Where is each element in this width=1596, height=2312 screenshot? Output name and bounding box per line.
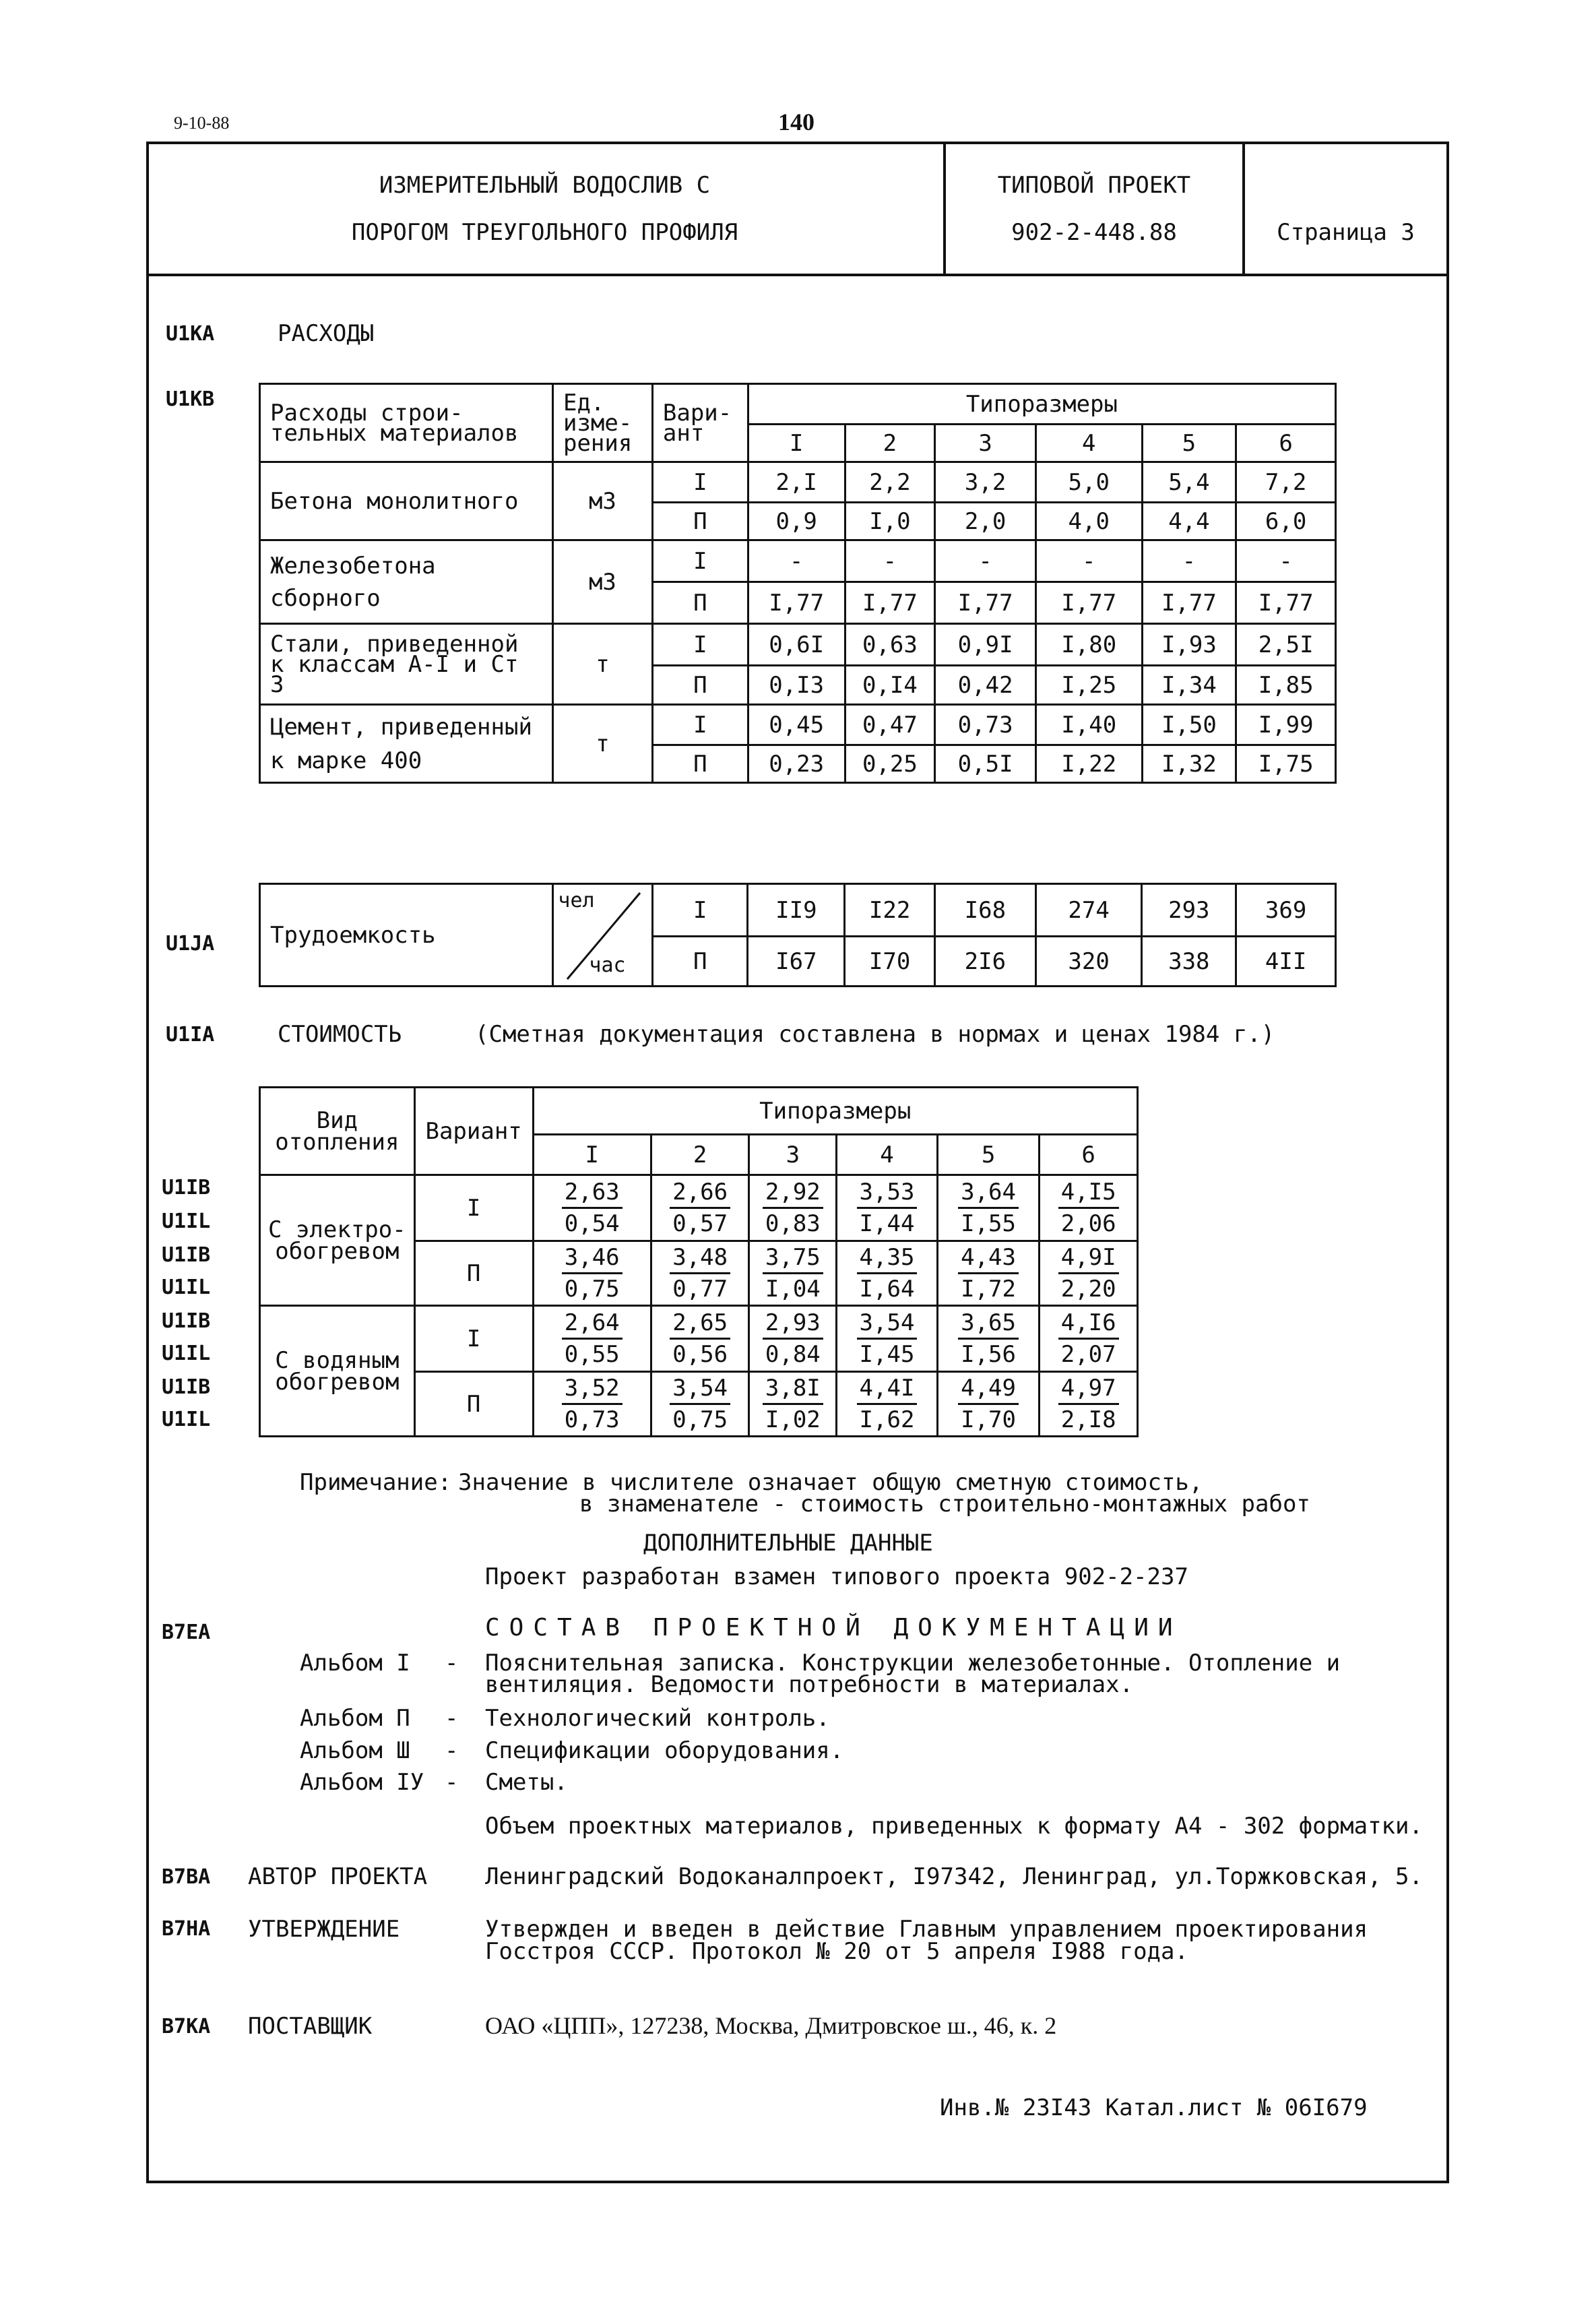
value-cell: 0,6I xyxy=(748,624,845,666)
value-cell: 0,47 xyxy=(845,705,935,745)
denominator: I,44 xyxy=(859,1210,915,1237)
variant-label: П xyxy=(414,1372,533,1437)
value-cell: 338 xyxy=(1142,937,1236,987)
variant-label: I xyxy=(414,1306,533,1372)
album-dash: - xyxy=(445,1737,459,1764)
materials-table xyxy=(259,383,1337,784)
size-col: 4 xyxy=(837,1135,938,1175)
variant-label: П xyxy=(414,1241,533,1306)
composition-title: СОСТАВ ПРОЕКТНОЙ ДОКУМЕНТАЦИИ xyxy=(485,1614,1182,1642)
value-cell: 0,42 xyxy=(935,666,1036,705)
fraction-cell xyxy=(749,1372,837,1437)
code-u1ja: U1JA xyxy=(166,932,215,956)
value-cell: I70 xyxy=(845,937,935,987)
size-col: 3 xyxy=(935,425,1036,462)
note-label: Примечание: xyxy=(300,1469,452,1496)
numerator: 3,54 xyxy=(670,1375,730,1405)
numerator: 3,52 xyxy=(562,1375,623,1405)
header-sizes: Типоразмеры xyxy=(533,1088,1137,1135)
row-code: U1IL xyxy=(162,1276,211,1299)
fraction-cell xyxy=(937,1306,1040,1372)
material-name: Железобетона сборного xyxy=(260,540,553,624)
unit-top: чел xyxy=(558,889,595,912)
value-cell: 0,I3 xyxy=(748,666,845,705)
value-cell: I,40 xyxy=(1035,705,1142,745)
value-cell: I68 xyxy=(935,884,1036,937)
numerator: 3,48 xyxy=(670,1244,730,1274)
value-cell: 2I6 xyxy=(935,937,1036,987)
inventory-line: Инв.№ 23I43 Катал.лист № 06I679 xyxy=(940,2094,1368,2121)
size-col: 3 xyxy=(749,1135,837,1175)
fraction-cell xyxy=(533,1241,651,1306)
value-cell: 0,63 xyxy=(845,624,935,666)
cost-table xyxy=(259,1086,1139,1437)
denominator: I,56 xyxy=(961,1341,1016,1368)
value-cell: 2,0 xyxy=(935,503,1036,540)
denominator: 0,77 xyxy=(672,1276,728,1303)
table-row xyxy=(260,540,1336,582)
header-heating: Вид отопления xyxy=(260,1088,415,1175)
header-unit: Ед. изме- рения xyxy=(552,384,652,462)
fraction-cell xyxy=(1040,1175,1138,1241)
fraction-cell xyxy=(533,1175,651,1241)
value-cell: 3,2 xyxy=(935,462,1036,503)
value-cell: I,77 xyxy=(845,582,935,624)
material-name: Бетона монолитного xyxy=(260,462,553,540)
variant-label: I xyxy=(652,540,748,582)
value-cell: I,77 xyxy=(935,582,1036,624)
value-cell: 320 xyxy=(1035,937,1142,987)
table-row xyxy=(260,1306,1138,1372)
row-code: U1IB xyxy=(162,1309,211,1333)
denominator: I,62 xyxy=(859,1406,915,1433)
approval-line1: Утвержден и введен в действие Главным управлением проектирования xyxy=(485,1916,1368,1943)
value-cell: - xyxy=(845,540,935,582)
fraction-cell xyxy=(1040,1306,1138,1372)
value-cell: 4,0 xyxy=(1035,503,1142,540)
note-line2: в знаменателе - стоимость строительно-монтажных работ xyxy=(579,1491,1310,1518)
fraction-cell xyxy=(749,1175,837,1241)
numerator: 3,53 xyxy=(857,1179,918,1209)
author-label: АВТОР ПРОЕКТА xyxy=(248,1863,428,1890)
value-cell: II9 xyxy=(748,884,845,937)
value-cell: I,22 xyxy=(1035,745,1142,783)
variant-label: I xyxy=(414,1175,533,1241)
fraction-cell xyxy=(533,1306,651,1372)
numerator: 4,35 xyxy=(857,1244,918,1274)
denominator: I,72 xyxy=(961,1276,1016,1303)
numerator: 3,75 xyxy=(763,1244,823,1274)
album-dash: - xyxy=(445,1769,459,1796)
value-cell: 0,73 xyxy=(935,705,1036,745)
value-cell: 4II xyxy=(1236,937,1336,987)
value-cell: 4,4 xyxy=(1142,503,1236,540)
album-desc: Технологический контроль. xyxy=(485,1705,830,1732)
denominator: 2,06 xyxy=(1060,1210,1116,1237)
heating-type: С водяным обогревом xyxy=(260,1306,415,1437)
size-col: 2 xyxy=(651,1135,749,1175)
numerator: 4,49 xyxy=(958,1375,1019,1405)
numerator: 2,64 xyxy=(562,1309,623,1340)
material-name: Цемент, приведенный к марке 400 xyxy=(260,705,553,783)
numerator: 3,65 xyxy=(958,1309,1019,1340)
labor-table xyxy=(259,883,1337,987)
variant-label: I xyxy=(652,884,748,937)
numerator: 3,54 xyxy=(857,1309,918,1340)
value-cell: 6,0 xyxy=(1236,503,1336,540)
value-cell: 293 xyxy=(1142,884,1236,937)
denominator: 0,56 xyxy=(672,1341,728,1368)
row-code: U1IL xyxy=(162,1408,211,1431)
numerator: 4,I6 xyxy=(1058,1309,1119,1340)
material-unit: т xyxy=(552,624,652,705)
numerator: 2,65 xyxy=(670,1309,730,1340)
section-expenses: РАСХОДЫ xyxy=(278,320,375,347)
value-cell: I,77 xyxy=(1035,582,1142,624)
size-col: I xyxy=(748,425,845,462)
material-unit: м3 xyxy=(552,540,652,624)
value-cell: I,34 xyxy=(1142,666,1236,705)
document-title-line1: ИЗМЕРИТЕЛЬНЫЙ ВОДОСЛИВ С xyxy=(379,172,711,199)
denominator: 0,73 xyxy=(564,1406,620,1433)
size-col: 2 xyxy=(845,425,935,462)
code-b7ea: B7EA xyxy=(162,1621,211,1644)
code-b7ha: B7HA xyxy=(162,1917,211,1941)
header-material: Расходы строи- тельных материалов xyxy=(260,384,553,462)
value-cell: I,99 xyxy=(1236,705,1336,745)
value-cell: I,75 xyxy=(1236,745,1336,783)
fraction-cell xyxy=(651,1175,749,1241)
additional-title: ДОПОЛНИТЕЛЬНЫЕ ДАННЫЕ xyxy=(643,1530,933,1557)
fraction-cell xyxy=(837,1372,938,1437)
value-cell: I,85 xyxy=(1236,666,1336,705)
value-cell: I,32 xyxy=(1142,745,1236,783)
denominator: I,55 xyxy=(961,1210,1016,1237)
album-desc: Пояснительная записка. Конструкции железобетонные. Отопление и xyxy=(485,1650,1341,1677)
value-cell: 2,I xyxy=(748,462,845,503)
value-cell: - xyxy=(1035,540,1142,582)
author-text: Ленинградский Водоканалпроект, I97342, Ленинград, ул.Торжковская, 5. xyxy=(485,1863,1423,1890)
value-cell: 0,9 xyxy=(748,503,845,540)
table-row xyxy=(260,1175,1138,1241)
fraction-cell xyxy=(651,1241,749,1306)
value-cell: I,77 xyxy=(1236,582,1336,624)
value-cell: I,80 xyxy=(1035,624,1142,666)
album-name: Альбом Ш xyxy=(300,1737,410,1764)
labor-name: Трудоемкость xyxy=(260,884,553,987)
fraction-cell xyxy=(651,1306,749,1372)
variant-label: I xyxy=(652,705,748,745)
header-variant: Вариант xyxy=(414,1088,533,1175)
row-code: U1IL xyxy=(162,1210,211,1233)
project-number: 902-2-448.88 xyxy=(1011,219,1177,246)
denominator: 0,84 xyxy=(765,1341,821,1368)
denominator: I,02 xyxy=(765,1406,821,1433)
value-cell: I,77 xyxy=(1142,582,1236,624)
denominator: 0,75 xyxy=(564,1276,620,1303)
value-cell: 7,2 xyxy=(1236,462,1336,503)
album-dash: - xyxy=(445,1650,459,1677)
value-cell: I67 xyxy=(748,937,845,987)
value-cell: 369 xyxy=(1236,884,1336,937)
approval-label: УТВЕРЖДЕНИЕ xyxy=(248,1916,400,1943)
code-b7ka: B7KA xyxy=(162,2015,211,2038)
header-variant: Вари- ант xyxy=(652,384,748,462)
value-cell: - xyxy=(1236,540,1336,582)
code-u1kb: U1KB xyxy=(166,387,215,411)
denominator: 2,07 xyxy=(1060,1341,1116,1368)
numerator: 3,64 xyxy=(958,1179,1019,1209)
cost-note: (Сметная документация составлена в нормах и ценах 1984 г.) xyxy=(475,1021,1275,1048)
material-name: Стали, приведенной к классам A-I и Ст 3 xyxy=(260,624,553,705)
value-cell: I,25 xyxy=(1035,666,1142,705)
variant-label: П xyxy=(652,937,748,987)
value-cell: I,77 xyxy=(748,582,845,624)
size-col: 6 xyxy=(1236,425,1336,462)
value-cell: 274 xyxy=(1035,884,1142,937)
value-cell: - xyxy=(1142,540,1236,582)
numerator: 2,66 xyxy=(670,1179,730,1209)
fraction-cell xyxy=(749,1241,837,1306)
denominator: 0,57 xyxy=(672,1210,728,1237)
numerator: 2,92 xyxy=(763,1179,823,1209)
table-row xyxy=(260,705,1336,745)
title-block xyxy=(146,142,1449,276)
fraction-cell xyxy=(837,1175,938,1241)
value-cell: 0,45 xyxy=(748,705,845,745)
variant-label: I xyxy=(652,624,748,666)
numerator: 4,97 xyxy=(1058,1375,1119,1405)
header-sizes: Типоразмеры xyxy=(748,384,1335,425)
value-cell: 0,5I xyxy=(935,745,1036,783)
value-cell: I,0 xyxy=(845,503,935,540)
denominator: 0,55 xyxy=(564,1341,620,1368)
denominator: 0,83 xyxy=(765,1210,821,1237)
project-label: ТИПОВОЙ ПРОЕКТ xyxy=(997,172,1191,199)
value-cell: 5,0 xyxy=(1035,462,1142,503)
code-u1ka: U1KA xyxy=(166,322,215,346)
labor-unit-cell xyxy=(553,884,652,987)
variant-label: П xyxy=(652,745,748,783)
print-date: 9-10-88 xyxy=(174,113,230,133)
value-cell: 0,I4 xyxy=(845,666,935,705)
code-b7ba: B7BA xyxy=(162,1865,211,1889)
numerator: 4,I5 xyxy=(1058,1179,1119,1209)
album-name: Альбом П xyxy=(300,1705,410,1732)
denominator: 0,54 xyxy=(564,1210,620,1237)
heating-type: С электро- обогревом xyxy=(260,1175,415,1306)
approval-line2: Госстроя СССР. Протокол № 20 от 5 апреля I988 года. xyxy=(485,1938,1188,1965)
title-divider xyxy=(1242,142,1245,274)
variant-label: П xyxy=(652,582,748,624)
value-cell: - xyxy=(935,540,1036,582)
material-unit: т xyxy=(552,705,652,783)
album-dash: - xyxy=(445,1705,459,1732)
size-col: 5 xyxy=(1142,425,1236,462)
fraction-cell xyxy=(937,1372,1040,1437)
denominator: 0,75 xyxy=(672,1406,728,1433)
page-label: Страница 3 xyxy=(1277,219,1415,246)
note-line1: Значение в числителе означает общую сметную стоимость, xyxy=(458,1469,1203,1496)
numerator: 3,46 xyxy=(562,1244,623,1274)
album-desc: Сметы. xyxy=(485,1769,568,1796)
supplier-text: ОАО «ЦПП», 127238, Москва, Дмитровское ш., 46, к. 2 xyxy=(485,2012,1057,2039)
value-cell: I22 xyxy=(845,884,935,937)
album-desc-cont: вентиляция. Ведомости потребности в материалах. xyxy=(485,1671,1134,1698)
fraction-cell xyxy=(937,1175,1040,1241)
album-name: Альбом IУ xyxy=(300,1769,424,1796)
value-cell: I,93 xyxy=(1142,624,1236,666)
album-desc: Спецификации оборудования. xyxy=(485,1737,844,1764)
table-row xyxy=(260,462,1336,503)
album-name: Альбом I xyxy=(300,1650,410,1677)
title-divider xyxy=(943,142,946,274)
denominator: I,45 xyxy=(859,1341,915,1368)
volume-text: Объем проектных материалов, приведенных к формату А4 - 302 форматки. xyxy=(485,1813,1423,1840)
denominator: I,04 xyxy=(765,1276,821,1303)
fraction-cell xyxy=(1040,1241,1138,1306)
unit-bottom: час xyxy=(589,954,626,977)
numerator: 2,63 xyxy=(562,1179,623,1209)
row-code: U1IB xyxy=(162,1176,211,1199)
row-code: U1IB xyxy=(162,1375,211,1399)
material-unit: м3 xyxy=(552,462,652,540)
size-col: I xyxy=(533,1135,651,1175)
fraction-cell xyxy=(937,1241,1040,1306)
numerator: 4,9I xyxy=(1058,1244,1119,1274)
denominator: I,64 xyxy=(859,1276,915,1303)
value-cell: 0,25 xyxy=(845,745,935,783)
size-col: 6 xyxy=(1040,1135,1138,1175)
fraction-cell xyxy=(749,1306,837,1372)
fraction-cell xyxy=(837,1241,938,1306)
section-cost: СТОИМОСТЬ xyxy=(278,1021,402,1048)
additional-text: Проект разработан взамен типового проекта 902-2-237 xyxy=(485,1563,1188,1590)
numerator: 3,8I xyxy=(763,1375,823,1405)
page-number: 140 xyxy=(778,108,815,135)
variant-label: П xyxy=(652,666,748,705)
variant-label: П xyxy=(652,503,748,540)
variant-label: I xyxy=(652,462,748,503)
numerator: 2,93 xyxy=(763,1309,823,1340)
fraction-cell xyxy=(1040,1372,1138,1437)
row-code: U1IB xyxy=(162,1243,211,1267)
value-cell: 5,4 xyxy=(1142,462,1236,503)
size-col: 5 xyxy=(937,1135,1040,1175)
size-col: 4 xyxy=(1035,425,1142,462)
value-cell: 0,9I xyxy=(935,624,1036,666)
denominator: 2,20 xyxy=(1060,1276,1116,1303)
row-code: U1IL xyxy=(162,1342,211,1365)
numerator: 4,43 xyxy=(958,1244,1019,1274)
table-row xyxy=(260,624,1336,666)
code-u1ia: U1IA xyxy=(166,1023,215,1046)
denominator: I,70 xyxy=(961,1406,1016,1433)
supplier-label: ПОСТАВЩИК xyxy=(248,2013,373,2040)
value-cell: - xyxy=(748,540,845,582)
numerator: 4,4I xyxy=(857,1375,918,1405)
value-cell: 0,23 xyxy=(748,745,845,783)
value-cell: 2,2 xyxy=(845,462,935,503)
fraction-cell xyxy=(651,1372,749,1437)
value-cell: I,50 xyxy=(1142,705,1236,745)
denominator: 2,I8 xyxy=(1060,1406,1116,1433)
fraction-cell xyxy=(837,1306,938,1372)
value-cell: 2,5I xyxy=(1236,624,1336,666)
document-title-line2: ПОРОГОМ ТРЕУГОЛЬНОГО ПРОФИЛЯ xyxy=(351,219,738,246)
fraction-cell xyxy=(533,1372,651,1437)
